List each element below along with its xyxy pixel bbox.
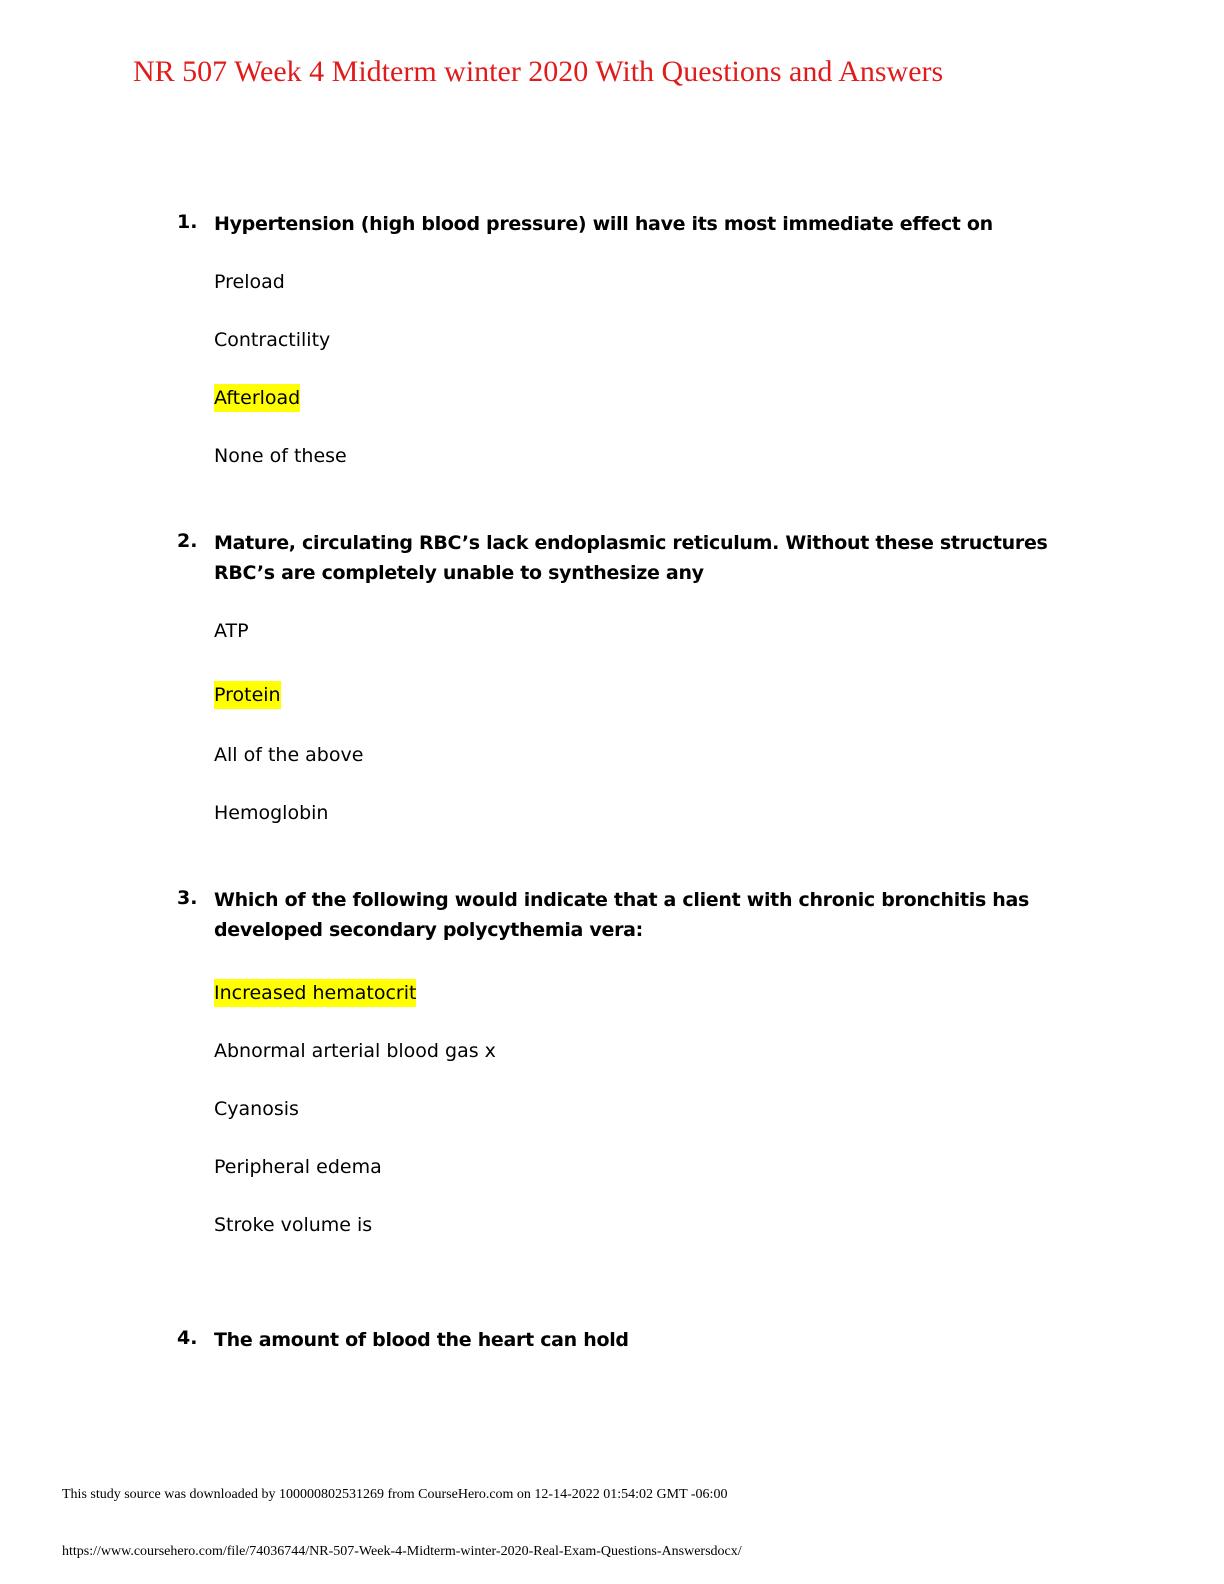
- question-1-text: Hypertension (high blood pressure) will have its most immediate effect on: [214, 213, 993, 235]
- question-2-option-1: ATP: [214, 620, 249, 642]
- document-title: NR 507 Week 4 Midterm winter 2020 With Questions and Answers: [133, 55, 944, 88]
- question-3-option-1-highlighted: Increased hematocrit: [214, 979, 416, 1007]
- question-2-option-4: Hemoglobin: [214, 802, 329, 824]
- question-1-option-1: Preload: [214, 271, 285, 293]
- question-1-number: 1.: [177, 211, 198, 233]
- download-source-notice: This study source was downloaded by 100000802531269 from CourseHero.com on 12-14-2022 01:54:02 GMT -06:00: [62, 1487, 728, 1502]
- question-3-option-2: Abnormal arterial blood gas x: [214, 1040, 496, 1062]
- question-3-option-4: Peripheral edema: [214, 1156, 382, 1178]
- question-1-option-3-highlighted: Afterload: [214, 384, 300, 412]
- question-1-option-2: Contractility: [214, 329, 331, 351]
- question-1-option-4: None of these: [214, 445, 347, 467]
- question-2-option-3: All of the above: [214, 744, 364, 766]
- question-2-text: Mature, circulating RBC’s lack endoplasmic reticulum. Without these structures RBC’s are completely unable to synthesize any: [214, 532, 1048, 584]
- question-3-option-3: Cyanosis: [214, 1098, 299, 1120]
- question-3-option-5: Stroke volume is: [214, 1214, 373, 1236]
- question-3-number: 3.: [177, 887, 198, 909]
- question-4-number: 4.: [177, 1327, 198, 1349]
- question-3-text: Which of the following would indicate that a client with chronic bronchitis has developed secondary polycythemia vera:: [214, 889, 1030, 941]
- question-4-text: The amount of blood the heart can hold: [214, 1329, 629, 1351]
- question-2-option-2-highlighted: Protein: [214, 681, 281, 709]
- source-url-link[interactable]: https://www.coursehero.com/file/74036744/NR-507-Week-4-Midterm-winter-2020-Real-Exam-Questions-Answersdocx/: [62, 1544, 742, 1559]
- question-2-number: 2.: [177, 530, 198, 552]
